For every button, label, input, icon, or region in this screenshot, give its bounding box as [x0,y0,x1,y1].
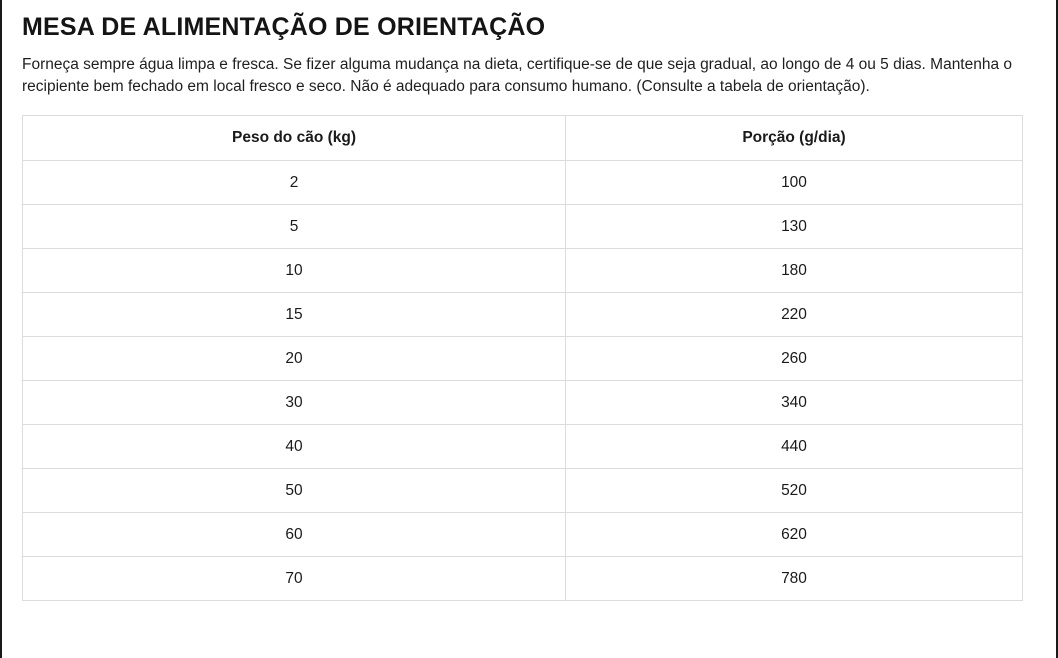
cell-weight: 20 [23,337,566,381]
feeding-guide-table [22,115,1023,601]
cell-portion: 520 [566,469,1023,513]
intro-paragraph: Forneça sempre água limpa e fresca. Se fizer alguma mudança na dieta, certifique-se de que seja gradual, ao longo de 4 ou 5 dias. Mantenha o recipiente bem fechado em local fresco e seco. Não é adequado para consumo humano. (Consulte a tabela de orientação). [22,55,1013,96]
table-row [23,557,1023,601]
cell-weight: 40 [23,425,566,469]
table-row [23,381,1023,425]
table-header-row [23,116,1023,161]
cell-portion: 220 [566,293,1023,337]
cell-portion: 100 [566,161,1023,205]
document-content [2,0,1056,601]
cell-weight: 10 [23,249,566,293]
table-header [23,116,1023,161]
cell-weight: 60 [23,513,566,557]
table-row [23,425,1023,469]
table-row [23,337,1023,381]
column-header-portion: Porção (g/dia) [566,116,1023,161]
cell-portion: 130 [566,205,1023,249]
cell-weight: 30 [23,381,566,425]
cell-portion: 620 [566,513,1023,557]
cell-weight: 50 [23,469,566,513]
cell-portion: 340 [566,381,1023,425]
column-header-weight: Peso do cão (kg) [23,116,566,161]
cell-weight: 2 [23,161,566,205]
cell-portion: 180 [566,249,1023,293]
cell-portion: 780 [566,557,1023,601]
table-row [23,205,1023,249]
cell-weight: 15 [23,293,566,337]
page-title: MESA DE ALIMENTAÇÃO DE ORIENTAÇÃO [22,13,546,41]
cell-portion: 260 [566,337,1023,381]
cell-weight: 5 [23,205,566,249]
table-body [23,161,1023,601]
table-row [23,249,1023,293]
table-row [23,469,1023,513]
cell-weight: 70 [23,557,566,601]
table-row [23,513,1023,557]
table-row [23,161,1023,205]
table-row [23,293,1023,337]
cell-portion: 440 [566,425,1023,469]
